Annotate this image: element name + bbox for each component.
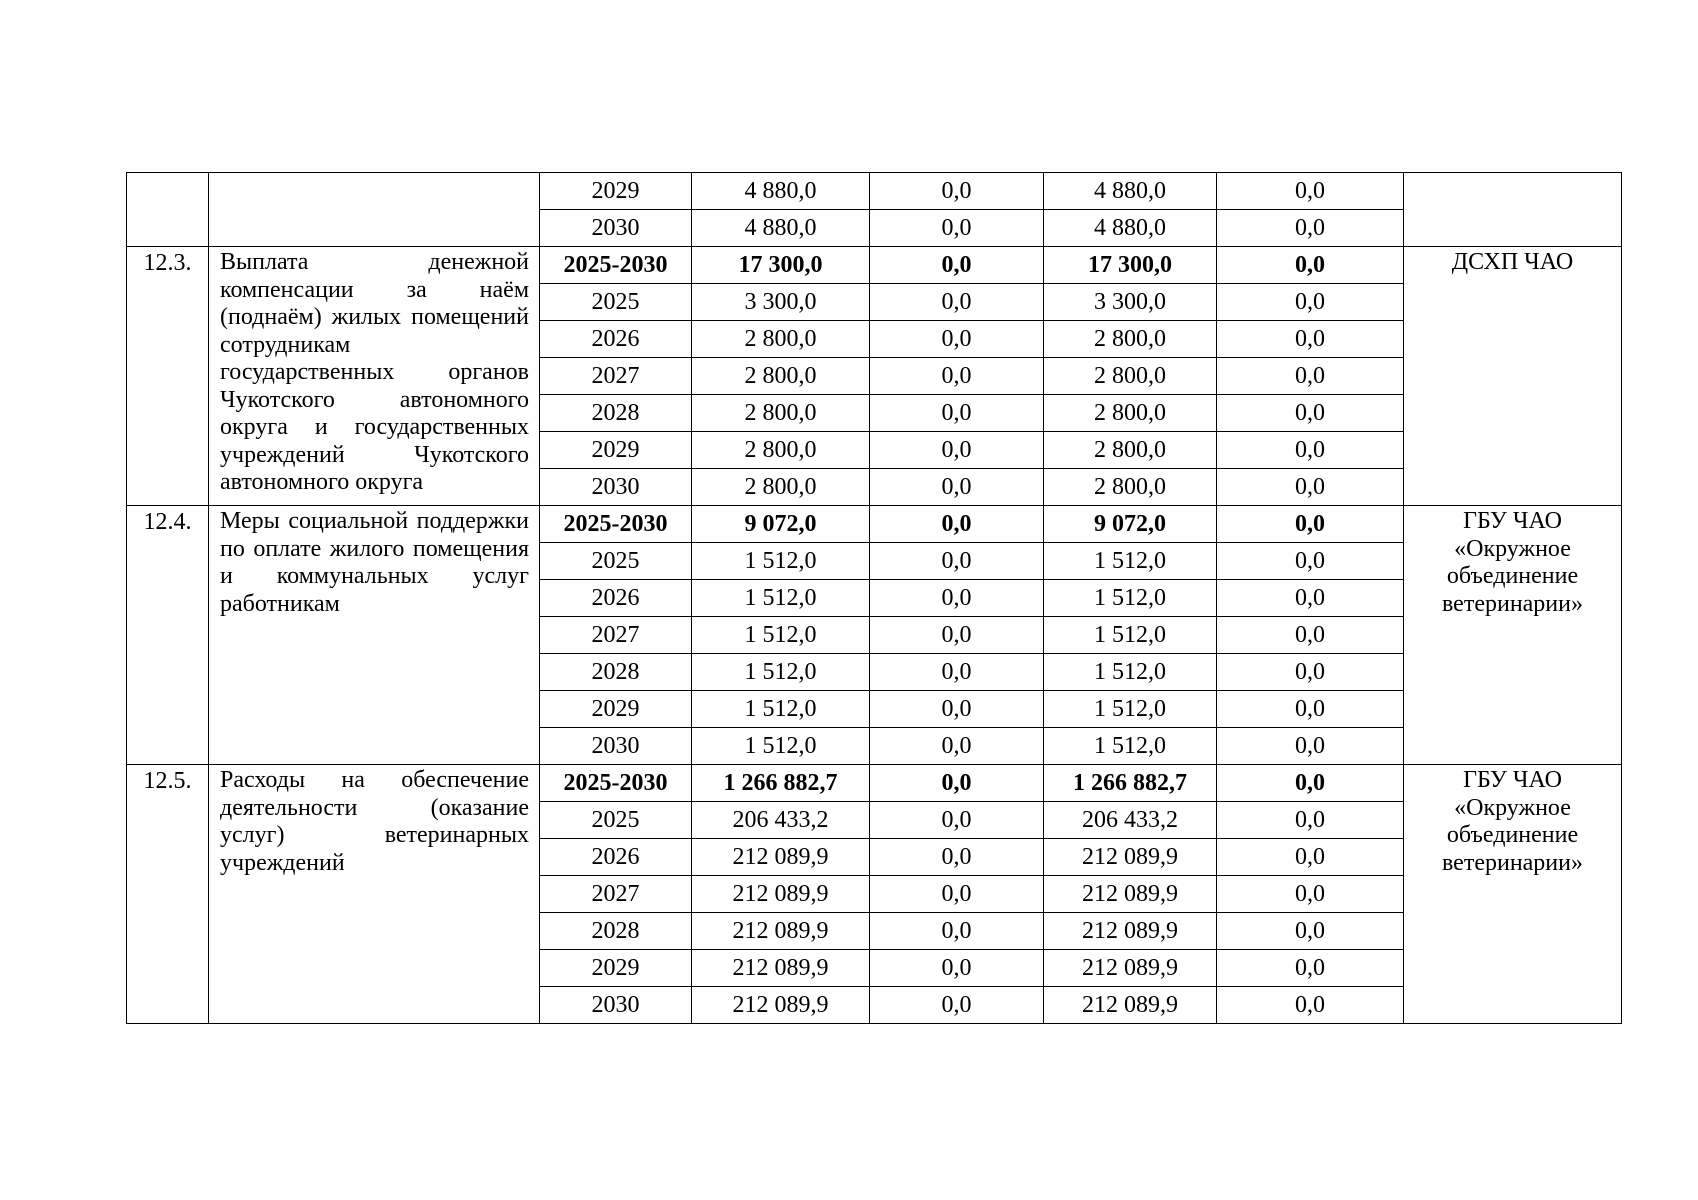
executor-line: ветеринарии» [1441,590,1583,617]
federal-cell: 0,0 [870,987,1044,1024]
item-number-cell: 12.5. [127,765,209,1024]
regional-cell: 212 089,9 [1044,876,1217,913]
year-cell: 2025-2030 [540,247,692,284]
other-cell: 0,0 [1217,543,1404,580]
year-cell: 2025 [540,802,692,839]
regional-cell: 9 072,0 [1044,506,1217,543]
year-cell: 2029 [540,173,692,210]
total-cell: 2 800,0 [692,358,870,395]
item-name-cell: Меры социальной поддержки по оплате жилого помещения и коммунальных услуг работникам [209,506,540,765]
federal-cell: 0,0 [870,913,1044,950]
regional-cell: 1 512,0 [1044,617,1217,654]
other-cell: 0,0 [1217,173,1404,210]
regional-cell: 1 512,0 [1044,728,1217,765]
executor-cell [1404,765,1622,1024]
regional-cell: 2 800,0 [1044,432,1217,469]
total-cell: 1 512,0 [692,728,870,765]
federal-cell: 0,0 [870,765,1044,802]
total-cell: 1 512,0 [692,580,870,617]
regional-cell: 2 800,0 [1044,358,1217,395]
total-cell: 2 800,0 [692,469,870,506]
federal-cell: 0,0 [870,173,1044,210]
year-cell: 2028 [540,913,692,950]
regional-cell: 212 089,9 [1044,987,1217,1024]
table-body [127,173,1622,1024]
federal-cell: 0,0 [870,284,1044,321]
year-cell: 2027 [540,358,692,395]
other-cell: 0,0 [1217,284,1404,321]
year-cell: 2028 [540,395,692,432]
year-cell: 2030 [540,210,692,247]
total-cell: 2 800,0 [692,321,870,358]
other-cell: 0,0 [1217,913,1404,950]
total-cell: 206 433,2 [692,802,870,839]
federal-cell: 0,0 [870,876,1044,913]
other-cell: 0,0 [1217,654,1404,691]
federal-cell: 0,0 [870,617,1044,654]
item-name-cell [209,173,540,247]
federal-cell: 0,0 [870,728,1044,765]
total-cell: 9 072,0 [692,506,870,543]
item-number-cell: 12.3. [127,247,209,506]
total-cell: 1 266 882,7 [692,765,870,802]
federal-cell: 0,0 [870,321,1044,358]
federal-cell: 0,0 [870,358,1044,395]
executor-line: объединение [1446,563,1579,589]
regional-cell: 1 512,0 [1044,654,1217,691]
regional-cell: 17 300,0 [1044,247,1217,284]
executor-cell [1404,247,1622,506]
total-cell: 212 089,9 [692,913,870,950]
regional-cell: 212 089,9 [1044,950,1217,987]
executor-cell [1404,506,1622,765]
year-cell: 2025-2030 [540,765,692,802]
federal-cell: 0,0 [870,506,1044,543]
regional-cell: 212 089,9 [1044,913,1217,950]
regional-cell: 1 512,0 [1044,691,1217,728]
item-name-cell: Выплата денежной компенсации за наём (поднаём) жилых помещений сотрудникам государственных органов Чукотского автономного округа и государственных учреждений Чукотского автономного округа [209,247,540,506]
other-cell: 0,0 [1217,950,1404,987]
other-cell: 0,0 [1217,580,1404,617]
federal-cell: 0,0 [870,580,1044,617]
regional-cell: 1 266 882,7 [1044,765,1217,802]
other-cell: 0,0 [1217,987,1404,1024]
other-cell: 0,0 [1217,765,1404,802]
executor-line: ГБУ ЧАО [1463,508,1562,534]
item-name-cell: Расходы на обеспечение деятельности (оказание услуг) ветеринарных учреждений [209,765,540,1024]
year-cell: 2026 [540,839,692,876]
federal-cell: 0,0 [870,395,1044,432]
total-cell: 4 880,0 [692,210,870,247]
other-cell: 0,0 [1217,358,1404,395]
federal-cell: 0,0 [870,543,1044,580]
item-number-cell: 12.4. [127,506,209,765]
regional-cell: 1 512,0 [1044,580,1217,617]
total-cell: 4 880,0 [692,173,870,210]
item-number-cell [127,173,209,247]
executor-cell [1404,173,1622,247]
total-cell: 212 089,9 [692,987,870,1024]
total-cell: 17 300,0 [692,247,870,284]
total-cell: 2 800,0 [692,432,870,469]
other-cell: 0,0 [1217,210,1404,247]
total-cell: 1 512,0 [692,617,870,654]
executor-line: ДСХП ЧАО [1451,249,1574,275]
executor-line: «Окружное [1454,794,1571,821]
total-cell: 1 512,0 [692,691,870,728]
regional-cell: 4 880,0 [1044,173,1217,210]
regional-cell: 1 512,0 [1044,543,1217,580]
year-cell: 2025 [540,543,692,580]
year-cell: 2026 [540,580,692,617]
federal-cell: 0,0 [870,654,1044,691]
year-cell: 2025 [540,284,692,321]
table-row [127,506,1622,543]
regional-cell: 212 089,9 [1044,839,1217,876]
federal-cell: 0,0 [870,950,1044,987]
other-cell: 0,0 [1217,728,1404,765]
total-cell: 1 512,0 [692,543,870,580]
year-cell: 2030 [540,469,692,506]
other-cell: 0,0 [1217,247,1404,284]
year-cell: 2029 [540,691,692,728]
other-cell: 0,0 [1217,395,1404,432]
executor-line: ГБУ ЧАО [1463,767,1562,793]
federal-cell: 0,0 [870,839,1044,876]
year-cell: 2026 [540,321,692,358]
federal-cell: 0,0 [870,247,1044,284]
total-cell: 212 089,9 [692,876,870,913]
year-cell: 2029 [540,432,692,469]
regional-cell: 2 800,0 [1044,395,1217,432]
total-cell: 212 089,9 [692,950,870,987]
total-cell: 1 512,0 [692,654,870,691]
regional-cell: 2 800,0 [1044,321,1217,358]
executor-line: объединение [1446,822,1579,848]
table-row [127,247,1622,284]
total-cell: 212 089,9 [692,839,870,876]
regional-cell: 2 800,0 [1044,469,1217,506]
federal-cell: 0,0 [870,210,1044,247]
year-cell: 2027 [540,617,692,654]
regional-cell: 206 433,2 [1044,802,1217,839]
other-cell: 0,0 [1217,469,1404,506]
table-row [127,173,1622,210]
other-cell: 0,0 [1217,321,1404,358]
year-cell: 2030 [540,987,692,1024]
budget-table [126,172,1622,1024]
year-cell: 2030 [540,728,692,765]
other-cell: 0,0 [1217,691,1404,728]
regional-cell: 3 300,0 [1044,284,1217,321]
other-cell: 0,0 [1217,802,1404,839]
year-cell: 2025-2030 [540,506,692,543]
regional-cell: 4 880,0 [1044,210,1217,247]
other-cell: 0,0 [1217,839,1404,876]
year-cell: 2029 [540,950,692,987]
table-row [127,765,1622,802]
total-cell: 2 800,0 [692,395,870,432]
executor-line: ветеринарии» [1441,849,1583,876]
federal-cell: 0,0 [870,691,1044,728]
executor-line: «Окружное [1454,535,1571,562]
year-cell: 2027 [540,876,692,913]
federal-cell: 0,0 [870,469,1044,506]
other-cell: 0,0 [1217,506,1404,543]
year-cell: 2028 [540,654,692,691]
federal-cell: 0,0 [870,802,1044,839]
other-cell: 0,0 [1217,432,1404,469]
other-cell: 0,0 [1217,617,1404,654]
other-cell: 0,0 [1217,876,1404,913]
total-cell: 3 300,0 [692,284,870,321]
federal-cell: 0,0 [870,432,1044,469]
